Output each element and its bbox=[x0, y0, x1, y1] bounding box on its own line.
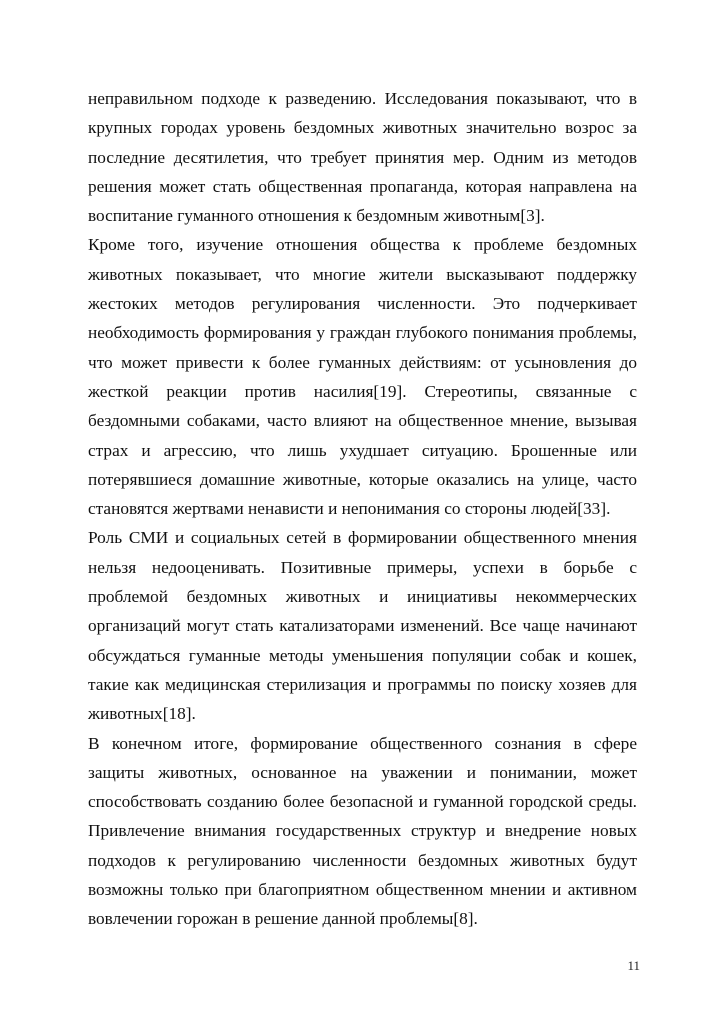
paragraph: неправильном подходе к разведению. Исследования показывают, что в крупных городах уровень бездомных животных значительно возрос за последние десятилетия, что требует принятия мер. Одним из методов решения может стать общественная пропаганда, которая направлена на воспитание гуманного отношения к бездомным животным[3]. bbox=[88, 89, 637, 226]
paragraph: Роль СМИ и социальных сетей в формировании общественного мнения нельзя недооценивать. Позитивные примеры, успехи в борьбе с проблемой бездомных животных и инициативы некоммерческих организаций могут стать катализаторами изменений. Все чаще начинают обсуждаться гуманные методы уменьшения популяции собак и кошек, такие как медицинская стерилизация и программы по поиску хозяев для животных[18]. bbox=[88, 528, 637, 724]
page-number: 11 bbox=[627, 958, 640, 973]
paragraph: В конечном итоге, формирование общественного сознания в сфере защиты животных, основанное на уважении и понимании, может способствовать созданию более безопасной и гуманной городской среды. Привлечение внимания государственных структур и внедрение новых подходов к регулированию численности бездомных животных будут возможны только при благоприятном общественном мнении и активном вовлечении горожан в решение данной проблемы[8]. bbox=[88, 733, 637, 929]
paragraph: Кроме того, изучение отношения общества к проблеме бездомных животных показывает, что многие жители высказывают поддержку жестоких методов регулирования численности. Это подчеркивает необходимость формирования у граждан глубокого понимания проблемы, что может привести к более гуманных действиям: от усыновления до жесткой реакции против насилия[19]. Стереотипы, связанные с бездомными собаками, часто влияют на общественное мнение, вызывая страх и агрессию, что лишь ухудшает ситуацию. Брошенные или потерявшиеся домашние животные, которые оказались на улице, часто становятся жертвами ненависти и непонимания со стороны людей[33]. bbox=[88, 235, 637, 519]
body-text bbox=[88, 84, 637, 934]
